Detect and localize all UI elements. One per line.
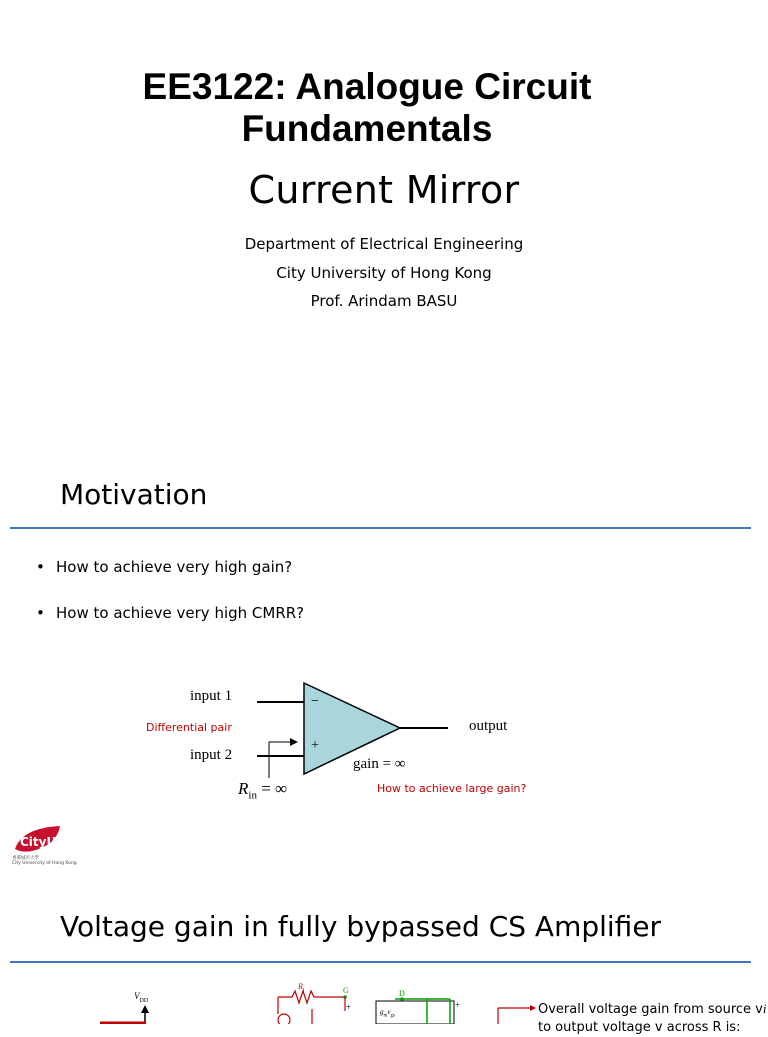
bullet-icon: •: [36, 604, 45, 622]
output-label: output: [469, 718, 508, 734]
arrow-head-icon: [290, 738, 298, 746]
cityu-logo: CityU 香港城市大學 City University of Hong Kong: [12, 825, 64, 860]
differential-pair-note: Differential pair: [146, 721, 232, 734]
inverting-sign: −: [311, 694, 319, 709]
title-slide: [0, 0, 768, 440]
op-amp-diagram: [0, 440, 768, 885]
rin-label: $R_{in}$ = ∞: [238, 779, 288, 802]
gain-label: gain = ∞: [353, 756, 406, 772]
vdd-label: $V_{DD}$: [134, 991, 149, 1004]
ri-resistor: [278, 991, 345, 1003]
gain-description: Overall voltage gain from source vi to output voltage v across R is:: [538, 1001, 767, 1035]
university-text: City University of Hong Kong: [276, 263, 492, 282]
list-item: • How to achieve very high gain?: [36, 558, 293, 576]
course-title: EE3122: Analogue Circuit Fundamentals: [142, 66, 592, 149]
vdd-arrow-icon: [141, 1005, 149, 1013]
motivation-slide: [0, 440, 768, 885]
author-block: [0, 230, 768, 316]
input2-label: input 2: [190, 747, 233, 763]
input1-label: input 1: [190, 688, 233, 704]
slide-subtitle: Current Mirror: [248, 168, 520, 212]
cs-amplifier-slide: [0, 885, 768, 1035]
arrow-head-icon: [530, 1005, 536, 1011]
noninverting-sign: +: [311, 738, 319, 753]
source-icon: [278, 1014, 290, 1024]
ri-label: $R_i$: [298, 982, 305, 994]
list-item: • How to achieve very high CMRR?: [36, 604, 305, 622]
bullet-icon: •: [36, 558, 45, 576]
plus-sign-output: +: [455, 1000, 461, 1010]
slide-heading: Voltage gain in fully bypassed CS Amplifier: [60, 910, 662, 943]
large-gain-note: How to achieve large gain?: [377, 782, 527, 795]
professor-text: Prof. Arindam BASU: [310, 292, 458, 310]
slide-heading: Motivation: [60, 478, 208, 511]
drain-label: D: [399, 989, 405, 998]
svg-text:CityU: CityU: [20, 835, 57, 849]
gate-label: G: [343, 986, 349, 995]
rin-arrow: [269, 742, 290, 778]
plus-sign: +: [346, 1002, 352, 1012]
department-text: Department of Electrical Engineering: [244, 235, 524, 253]
gm-label: $g_mv_{gs}$: [380, 1008, 395, 1019]
logo-mark-icon: [12, 825, 64, 855]
